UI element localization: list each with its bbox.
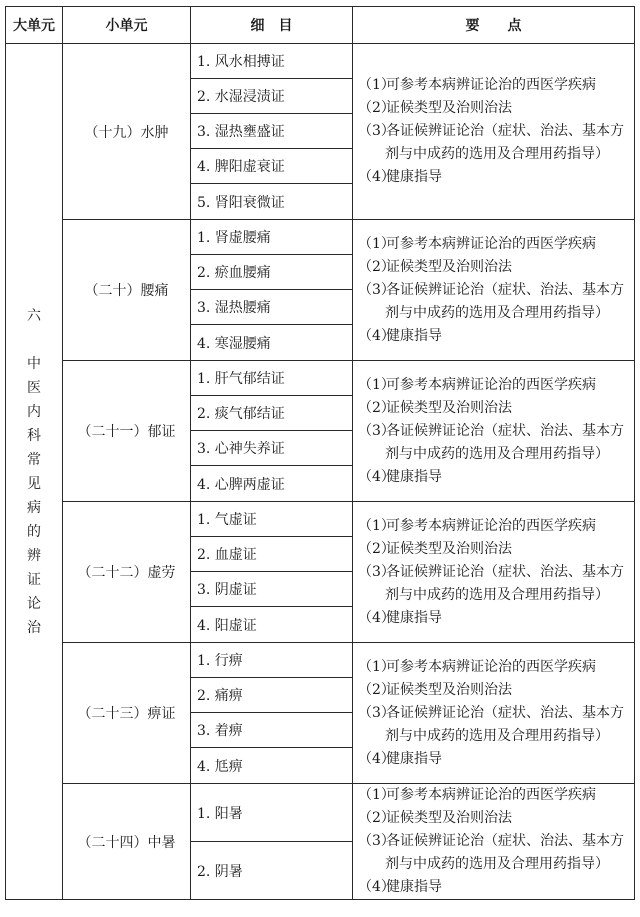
detail-item: 4. 心脾两虚证 [191, 466, 353, 502]
key-point-text: 各证候辨证论治（症状、治法、基本方 [386, 281, 624, 298]
key-point [358, 166, 634, 189]
key-point-number: （4） [358, 169, 395, 185]
key-point-continuation: 剂与中成药的选用及合理用药指导） [385, 586, 609, 603]
key-point-text: 健康指导 [386, 169, 442, 185]
key-point-text: 可参考本病辨证论治的西医学疾病 [386, 376, 596, 393]
key-point-text: 健康指导 [386, 468, 442, 485]
detail-item: 4. 阳虚证 [191, 607, 353, 643]
key-point-text: 可参考本病辨证论治的西医学疾病 [386, 77, 596, 93]
key-point-number: （4） [358, 879, 395, 895]
key-point-number: （3） [358, 704, 395, 721]
key-point-text: 证候类型及治则治法 [386, 681, 512, 698]
key-point-number: （4） [358, 327, 395, 344]
key-point-number: （2） [358, 810, 395, 826]
detail-item: 3. 阴虚证 [191, 572, 353, 607]
header-major-unit: 大单元 [6, 7, 63, 44]
key-point-text: 健康指导 [386, 879, 442, 895]
key-point-text: 健康指导 [386, 609, 442, 626]
table-row [6, 784, 635, 842]
detail-item: 4. 寒湿腰痛 [191, 325, 353, 361]
key-point-text: 证候类型及治则治法 [386, 258, 512, 275]
table-row [6, 643, 635, 678]
detail-item: 1. 气虚证 [191, 502, 353, 537]
key-point [358, 561, 634, 584]
key-point-text: 健康指导 [386, 750, 442, 767]
key-point-text: 可参考本病辨证论治的西医学疾病 [386, 787, 596, 803]
detail-item: 1. 肝气郁结证 [191, 361, 353, 396]
detail-item: 4. 尪痹 [191, 748, 353, 784]
table-row [6, 220, 635, 255]
key-points-cell [353, 220, 635, 361]
key-point-number: （4） [358, 468, 395, 485]
key-points-cell [353, 784, 635, 900]
key-point [358, 120, 634, 143]
key-point-text: 各证候辨证论治（症状、治法、基本方 [386, 563, 624, 580]
key-point-number: （2） [358, 540, 395, 557]
table-row [6, 502, 635, 537]
sub-unit-label: （二十一）郁证 [63, 361, 191, 502]
detail-item: 3. 湿热腰痛 [191, 290, 353, 325]
detail-item: 2. 血虚证 [191, 537, 353, 572]
detail-item: 2. 瘀血腰痛 [191, 255, 353, 290]
detail-item: 2. 痛痹 [191, 678, 353, 713]
key-point-continuation: 剂与中成药的选用及合理用药指导） [385, 727, 609, 744]
key-point-text: 可参考本病辨证论治的西医学疾病 [386, 517, 596, 534]
key-point-number: （1） [358, 658, 395, 675]
key-point [358, 876, 634, 899]
key-point-continuation: 剂与中成药的选用及合理用药指导） [385, 304, 609, 321]
key-point-text: 各证候辨证论治（症状、治法、基本方 [386, 422, 624, 439]
key-point-text: 各证候辨证论治（症状、治法、基本方 [386, 704, 624, 721]
key-point [358, 679, 634, 702]
key-point-number: （3） [358, 833, 395, 849]
detail-item: 3. 心神失养证 [191, 431, 353, 466]
detail-item: 5. 肾阳衰微证 [191, 184, 353, 220]
key-point-number: （1） [358, 376, 395, 393]
key-point-number: （3） [358, 281, 395, 298]
detail-item: 2. 水湿浸渍证 [191, 79, 353, 114]
key-point-number: （2） [358, 100, 395, 116]
major-unit-cell [6, 44, 63, 900]
key-point [358, 420, 634, 443]
key-point [358, 656, 634, 679]
detail-item: 3. 着痹 [191, 713, 353, 748]
key-point-number: （1） [358, 77, 395, 93]
key-point-number: （2） [358, 258, 395, 275]
key-point [358, 830, 634, 853]
key-point-text: 健康指导 [386, 327, 442, 344]
table-body [6, 44, 635, 900]
sub-unit-label: （二十）腰痛 [63, 220, 191, 361]
key-point-text: 证候类型及治则治法 [386, 540, 512, 557]
key-point-text: 证候类型及治则治法 [386, 810, 512, 826]
detail-item: 2. 阴暑 [191, 842, 353, 900]
key-point [358, 97, 634, 120]
key-point-continuation: 剂与中成药的选用及合理用药指导） [385, 445, 609, 462]
key-point [358, 256, 634, 279]
key-points-cell [353, 361, 635, 502]
key-points-cell [353, 44, 635, 220]
key-point-number: （2） [358, 399, 395, 416]
key-point-number: （3） [358, 422, 395, 439]
key-points-cell [353, 643, 635, 784]
key-point [358, 74, 634, 97]
key-point-number: （2） [358, 681, 395, 698]
sub-unit-label: （二十三）痹证 [63, 643, 191, 784]
detail-item: 3. 湿热壅盛证 [191, 114, 353, 149]
syllabus-table [5, 6, 635, 900]
key-point-number: （4） [358, 750, 395, 767]
key-point-text: 证候类型及治则治法 [386, 100, 512, 116]
key-point [358, 784, 634, 807]
header-row [6, 7, 635, 44]
key-point-text: 各证候辨证论治（症状、治法、基本方 [386, 123, 624, 139]
key-point [358, 374, 634, 397]
major-unit-title: 中医内科常见病的辨证论治 [27, 355, 41, 636]
key-point-text: 可参考本病辨证论治的西医学疾病 [386, 658, 596, 675]
sub-unit-label: （二十四）中暑 [63, 784, 191, 900]
key-point-number: （1） [358, 235, 395, 252]
key-point [358, 607, 634, 630]
key-point-text: 各证候辨证论治（症状、治法、基本方 [386, 833, 624, 849]
key-point [358, 515, 634, 538]
key-point [358, 538, 634, 561]
key-point-text: 证候类型及治则治法 [386, 399, 512, 416]
key-point [358, 807, 634, 830]
key-point [358, 233, 634, 256]
detail-item: 1. 肾虚腰痛 [191, 220, 353, 255]
detail-item: 1. 行痹 [191, 643, 353, 678]
key-point [358, 325, 634, 348]
sub-unit-label: （二十二）虚劳 [63, 502, 191, 643]
header-detail: 细 目 [191, 7, 353, 44]
key-point [358, 702, 634, 725]
key-point-continuation: 剂与中成药的选用及合理用药指导） [385, 856, 609, 872]
key-point [358, 279, 634, 302]
table-row [6, 361, 635, 396]
key-point [358, 466, 634, 489]
major-unit-number: 六 [27, 307, 41, 324]
detail-item: 4. 脾阳虚衰证 [191, 149, 353, 184]
header-sub-unit: 小单元 [63, 7, 191, 44]
table-row [6, 44, 635, 79]
key-point-number: （1） [358, 517, 395, 534]
detail-item: 1. 风水相搏证 [191, 44, 353, 79]
key-points-cell [353, 502, 635, 643]
key-point-continuation: 剂与中成药的选用及合理用药指导） [385, 146, 609, 162]
detail-item: 1. 阳暑 [191, 784, 353, 842]
key-point-number: （1） [358, 787, 395, 803]
key-point-number: （3） [358, 563, 395, 580]
header-key-points: 要 点 [353, 7, 635, 44]
key-point-number: （4） [358, 609, 395, 626]
key-point-text: 可参考本病辨证论治的西医学疾病 [386, 235, 596, 252]
key-point [358, 748, 634, 771]
detail-item: 2. 痰气郁结证 [191, 396, 353, 431]
key-point-number: （3） [358, 123, 395, 139]
key-point [358, 397, 634, 420]
sub-unit-label: （十九）水肿 [63, 44, 191, 220]
